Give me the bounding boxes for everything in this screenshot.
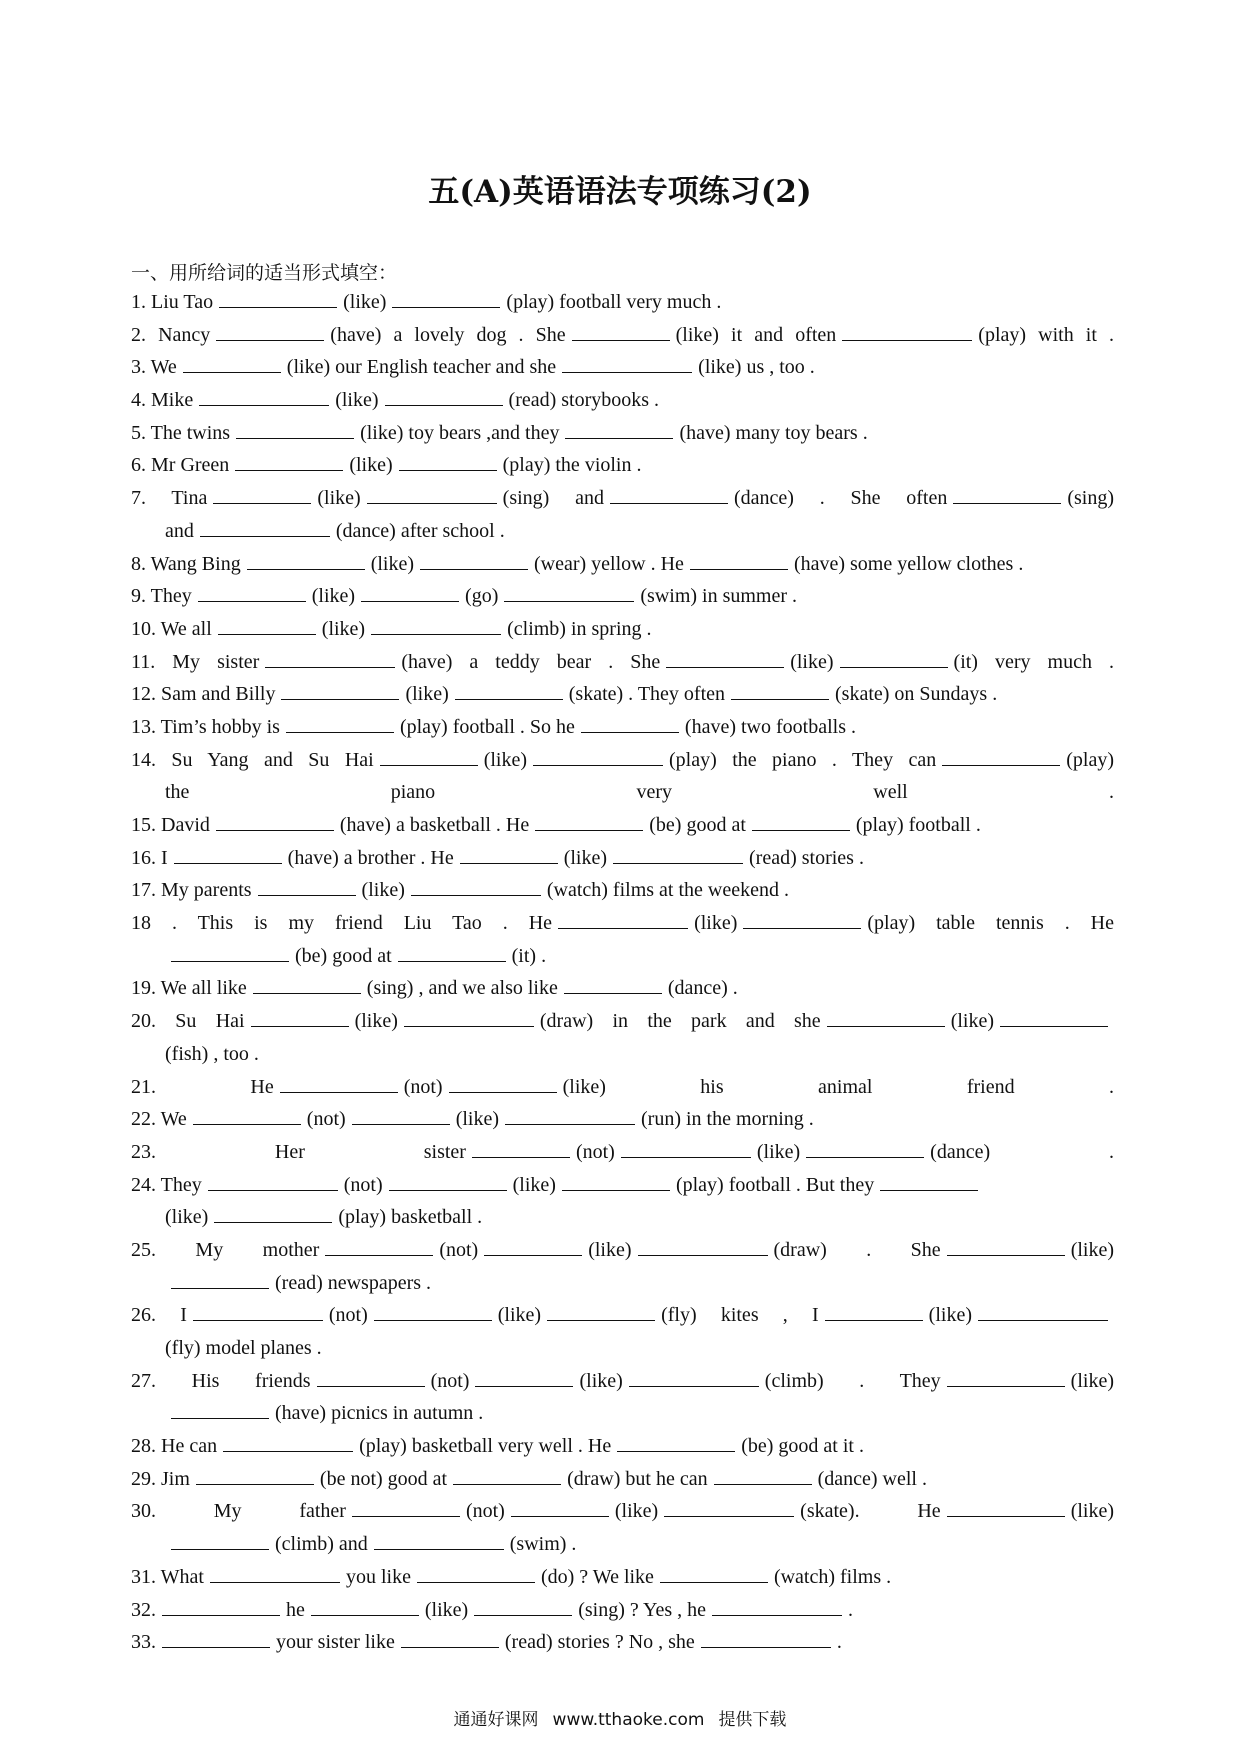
footer-site-name: 通通好课网 (453, 1710, 539, 1730)
exercise-text: (be) good at it . (741, 1435, 864, 1458)
answer-blank[interactable] (174, 845, 282, 864)
answer-blank[interactable] (210, 1564, 340, 1583)
exercise-line (131, 1299, 1114, 1332)
answer-blank[interactable] (162, 1597, 280, 1616)
answer-blank[interactable] (183, 354, 281, 373)
exercise-text: (run) in the morning . (641, 1108, 814, 1131)
exercise-text: (dance) . (667, 977, 738, 1000)
answer-blank[interactable] (504, 583, 634, 602)
exercise-text: you like (345, 1565, 411, 1588)
exercise-text: (play) football . So he (399, 715, 575, 738)
answer-blank[interactable] (389, 1172, 507, 1191)
exercise-line (131, 1626, 1114, 1659)
exercise-text: . (836, 1631, 842, 1654)
answer-blank[interactable] (731, 681, 829, 700)
exercise-text: and (165, 519, 194, 542)
answer-blank[interactable] (420, 551, 528, 570)
exercise-text: (draw) . She (773, 1238, 941, 1261)
answer-blank[interactable] (460, 845, 558, 864)
exercise-text: 17. My parents (131, 879, 252, 902)
answer-blank[interactable] (213, 485, 311, 504)
exercise-line (131, 1005, 1114, 1038)
exercise-text: (wear) yellow . He (534, 552, 684, 575)
exercise-text: (read) newspapers . (275, 1271, 432, 1294)
answer-blank[interactable] (219, 289, 337, 308)
exercise-line (131, 1071, 1114, 1104)
answer-blank[interactable] (610, 485, 728, 504)
exercise-text: 32. (131, 1598, 156, 1621)
exercise-text: (like) (321, 617, 366, 640)
exercise-text: (not) (328, 1304, 368, 1327)
exercise-text: (like) (1070, 1238, 1114, 1261)
exercise-text: (not) (403, 1075, 443, 1098)
answer-blank[interactable] (317, 1368, 425, 1387)
exercise-line (131, 1267, 1114, 1300)
exercise-text: (have) a lovely dog . She (330, 323, 566, 346)
exercise-text: (like) (790, 650, 834, 673)
exercise-text: (like) (1070, 1500, 1114, 1523)
exercise-text: 8. Wang Bing (131, 552, 241, 575)
exercise-text: (like) (483, 748, 528, 771)
exercise-text: (like) (165, 1206, 209, 1229)
footer (0, 1705, 1240, 1730)
exercise-text: (have) a basketball . He (339, 814, 530, 836)
exercise-text: (it) . (511, 944, 547, 967)
exercise-text: (like) it and often (675, 323, 837, 346)
exercise-line (131, 809, 1114, 842)
exercise-text: (dance) well . (817, 1467, 927, 1490)
answer-blank[interactable] (880, 1172, 978, 1191)
exercise-text: (like) (317, 487, 361, 510)
exercise-text: 31. What (131, 1565, 204, 1588)
answer-blank[interactable] (352, 1106, 450, 1125)
section-heading: 一、用所给词的适当形式填空： (131, 262, 398, 284)
exercise-text: (like) our English teacher and she (286, 356, 557, 379)
exercise-line (131, 1594, 1114, 1627)
answer-blank[interactable] (196, 1466, 314, 1485)
exercise-text: (like) (370, 552, 414, 575)
answer-blank[interactable] (666, 649, 784, 668)
answer-blank[interactable] (558, 910, 688, 929)
exercise-line (131, 972, 1114, 1005)
exercise-text: (not) (439, 1238, 479, 1261)
exercise-line (131, 1169, 1114, 1202)
exercise-text: (swim) in summer . (640, 585, 798, 608)
answer-blank[interactable] (171, 943, 289, 962)
exercise-line (131, 940, 1114, 973)
exercise-text: (have) two footballs . (684, 715, 856, 738)
answer-blank[interactable] (953, 485, 1061, 504)
exercise-text: (like) (694, 912, 738, 935)
exercise-text: (play) basketball . (338, 1206, 483, 1229)
answer-blank[interactable] (840, 649, 948, 668)
exercise-text: 19. We all like (131, 977, 247, 1000)
answer-blank[interactable] (690, 551, 788, 570)
answer-blank[interactable] (562, 354, 692, 373)
exercise-text: 10. We all (131, 617, 212, 640)
answer-blank[interactable] (947, 1237, 1065, 1256)
answer-blank[interactable] (199, 387, 329, 406)
exercise-text: 30. My father (131, 1500, 346, 1523)
exercise-text: (play) with it . (978, 323, 1114, 346)
exercise-line (131, 351, 1114, 384)
answer-blank[interactable] (947, 1498, 1065, 1517)
exercise-text: (skate) on Sundays . (835, 683, 998, 706)
exercise-text: 12. Sam and Billy (131, 683, 276, 706)
answer-blank[interactable] (511, 1498, 609, 1517)
exercise-line (131, 874, 1114, 907)
exercise-text: (like) (311, 585, 356, 608)
exercise-text: 21. He (131, 1075, 274, 1098)
exercise-text: 5. The twins (131, 421, 231, 444)
exercise-text: (read) stories ? No , she (504, 1631, 695, 1654)
exercise-text: 26. I (131, 1304, 187, 1327)
answer-blank[interactable] (547, 1302, 655, 1321)
answer-blank[interactable] (638, 1237, 768, 1256)
exercise-text: (dance) . She often (733, 487, 948, 510)
answer-blank[interactable] (251, 1008, 349, 1027)
answer-blank[interactable] (385, 387, 503, 406)
exercise-text: (sing) , and we also like (366, 977, 558, 1000)
exercise-text: 15. David (131, 814, 210, 836)
answer-blank[interactable] (535, 812, 643, 831)
exercise-text: (like) (405, 683, 449, 706)
exercise-text: 20. Su Hai (131, 1010, 245, 1033)
exercise-line (131, 907, 1114, 940)
answer-blank[interactable] (664, 1498, 794, 1517)
answer-blank[interactable] (562, 1172, 670, 1191)
answer-blank[interactable] (701, 1629, 831, 1648)
exercise-line (131, 1495, 1114, 1528)
exercise-text: (play) football . (855, 814, 981, 836)
exercise-text: (not) (343, 1173, 383, 1196)
exercise-text: (skate). He (800, 1500, 941, 1523)
exercise-text: 11. My sister (131, 650, 260, 673)
answer-blank[interactable] (752, 812, 850, 831)
exercise-line (131, 417, 1114, 450)
answer-blank[interactable] (398, 943, 506, 962)
answer-blank[interactable] (216, 322, 324, 341)
exercise-text: (like) (343, 291, 387, 313)
exercise-text: 7. Tina (131, 487, 208, 510)
answer-blank[interactable] (564, 975, 662, 994)
answer-blank[interactable] (449, 1074, 557, 1093)
answer-blank[interactable] (280, 1074, 398, 1093)
exercise-text: (climb) in spring . (507, 617, 652, 640)
exercise-text: 33. (131, 1631, 156, 1654)
exercise-line (131, 776, 1114, 809)
exercise-text: (like) (563, 846, 608, 869)
exercise-text: (like) (335, 389, 379, 412)
exercise-line (131, 1332, 1114, 1365)
answer-blank[interactable] (629, 1368, 759, 1387)
answer-blank[interactable] (367, 485, 497, 504)
exercise-text: (play) the violin . (502, 454, 642, 477)
exercise-text: 16. I (131, 846, 168, 869)
answer-blank[interactable] (978, 1302, 1108, 1321)
answer-blank[interactable] (417, 1564, 535, 1583)
exercise-text: 4. Mike (131, 389, 194, 412)
exercise-text: (like) us , too . (698, 356, 815, 379)
exercise-text: (like) (588, 1238, 632, 1261)
exercise-text: 9. They (131, 585, 192, 608)
exercise-text: 28. He can (131, 1435, 218, 1458)
exercise-line (131, 1103, 1114, 1136)
answer-blank[interactable] (247, 551, 365, 570)
answer-blank[interactable] (572, 322, 670, 341)
exercise-text: (draw) but he can (567, 1467, 708, 1490)
exercise-text: (draw) in the park and she (539, 1010, 821, 1033)
exercise-text: (like) (424, 1598, 469, 1621)
answer-blank[interactable] (214, 1204, 332, 1223)
exercise-text: 3. We (131, 356, 177, 379)
exercise-text: 25. My mother (131, 1238, 320, 1261)
exercise-text: he (286, 1598, 305, 1621)
exercise-text: (be not) good at (319, 1467, 448, 1490)
exercise-text: (not) (575, 1140, 615, 1163)
exercise-text: (play) the piano . They can (669, 748, 937, 771)
answer-blank[interactable] (743, 910, 861, 929)
answer-blank[interactable] (827, 1008, 945, 1027)
exercise-text: 1. Liu Tao (131, 291, 214, 313)
answer-blank[interactable] (171, 1400, 269, 1419)
exercise-line (131, 515, 1114, 548)
exercise-text: (like) (512, 1173, 556, 1196)
answer-blank[interactable] (660, 1564, 768, 1583)
answer-blank[interactable] (236, 420, 354, 439)
answer-blank[interactable] (825, 1302, 923, 1321)
exercise-text: (dance) after school . (335, 519, 505, 542)
exercise-line (131, 548, 1114, 581)
exercise-text: (be) good at (649, 814, 746, 836)
exercise-text: (read) stories . (749, 846, 864, 869)
exercise-text: (not) (430, 1369, 470, 1392)
exercise-line (131, 711, 1114, 744)
exercise-text: (do) ? We like (540, 1565, 654, 1588)
exercise-line (131, 384, 1114, 417)
exercise-text: (skate) . They often (568, 683, 726, 706)
exercise-text: (read) storybooks . (508, 389, 660, 412)
exercise-text: 18 . This is my friend Liu Tao . He (131, 912, 553, 935)
exercise-text: (like) (1070, 1369, 1114, 1392)
exercise-text: 24. They (131, 1173, 202, 1196)
answer-blank[interactable] (581, 714, 679, 733)
exercise-text: (fish) , too . (165, 1042, 259, 1065)
exercise-line (131, 1201, 1114, 1234)
exercise-text: (climb) . They (764, 1369, 941, 1392)
exercise-text: (sing) ? Yes , he (578, 1598, 706, 1621)
exercise-text: (like) (354, 1010, 398, 1033)
exercise-text: (it) very much . (953, 650, 1114, 673)
exercise-text: the piano very well . (165, 781, 1114, 804)
answer-blank[interactable] (404, 1008, 534, 1027)
exercise-text: (like) (349, 454, 393, 477)
exercise-text: (like) his animal friend . (562, 1075, 1114, 1098)
exercise-text: (fly) model planes . (165, 1337, 322, 1359)
answer-blank[interactable] (162, 1629, 270, 1648)
exercise-text: (play) (1066, 748, 1115, 771)
exercise-line (131, 1234, 1114, 1267)
exercise-text: (dance) . (930, 1140, 1115, 1163)
answer-blank[interactable] (621, 1139, 751, 1158)
answer-blank[interactable] (216, 812, 334, 831)
exercise-text: (like) (614, 1500, 659, 1523)
answer-blank[interactable] (714, 1466, 812, 1485)
exercise-text: (watch) films at the weekend . (546, 879, 789, 902)
answer-blank[interactable] (253, 975, 361, 994)
answer-blank[interactable] (258, 877, 356, 896)
answer-blank[interactable] (474, 1597, 572, 1616)
answer-blank[interactable] (475, 1368, 573, 1387)
exercise-text: (not) (465, 1500, 505, 1523)
answer-blank[interactable] (235, 452, 343, 471)
exercise-text: (like) (455, 1108, 499, 1131)
exercise-text: (fly) kites , I (661, 1304, 819, 1327)
exercise-text: (play) football very much . (506, 291, 722, 313)
answer-blank[interactable] (208, 1172, 338, 1191)
answer-blank[interactable] (947, 1368, 1065, 1387)
exercise-text: (sing) (1067, 487, 1114, 510)
exercise-line (131, 319, 1114, 352)
exercise-line (131, 1365, 1114, 1398)
answer-blank[interactable] (484, 1237, 582, 1256)
exercise-text: (have) a teddy bear . She (401, 650, 661, 673)
exercise-line (131, 1136, 1114, 1169)
footer-note: 提供下载 (718, 1710, 787, 1730)
exercise-line (131, 744, 1114, 777)
answer-blank[interactable] (361, 583, 459, 602)
exercise-text: (swim) . (509, 1533, 577, 1556)
answer-blank[interactable] (218, 616, 316, 635)
answer-blank[interactable] (806, 1139, 924, 1158)
answer-blank[interactable] (533, 747, 663, 766)
exercise-text: (have) picnics in autumn . (275, 1402, 484, 1425)
answer-blank[interactable] (200, 518, 330, 537)
exercise-text: 6. Mr Green (131, 454, 230, 477)
exercise-text: (like) (579, 1369, 623, 1392)
exercise-line (131, 646, 1114, 679)
answer-blank[interactable] (286, 714, 394, 733)
answer-blank[interactable] (1000, 1008, 1108, 1027)
exercise-line (131, 286, 1114, 319)
answer-blank[interactable] (171, 1531, 269, 1550)
exercise-text: (sing) and (502, 487, 604, 510)
exercise-text: (be) good at (295, 944, 392, 967)
exercise-text: 27. His friends (131, 1369, 311, 1392)
exercise-text: 13. Tim’s hobby is (131, 715, 280, 738)
exercise-line (131, 1038, 1114, 1071)
exercise-text: 2. Nancy (131, 323, 211, 346)
exercise-text: (play) football . But they (675, 1173, 875, 1196)
answer-blank[interactable] (374, 1302, 492, 1321)
answer-blank[interactable] (392, 289, 500, 308)
exercise-text: (like) (756, 1140, 801, 1163)
exercise-line (131, 580, 1114, 613)
exercise-line (131, 1397, 1114, 1430)
exercise-text: (climb) and (275, 1533, 368, 1556)
answer-blank[interactable] (193, 1106, 301, 1125)
exercise-text: (like) (497, 1304, 542, 1327)
answer-blank[interactable] (472, 1139, 570, 1158)
answer-blank[interactable] (380, 747, 478, 766)
exercise-text: (have) some yellow clothes . (793, 552, 1024, 575)
answer-blank[interactable] (171, 1270, 269, 1289)
exercise-line (131, 1528, 1114, 1561)
exercise-text: (not) (306, 1108, 346, 1131)
page-title: 五(A)英语语法专项练习(2) (428, 174, 812, 210)
answer-blank[interactable] (223, 1433, 353, 1452)
footer-url[interactable]: www.tthaoke.com (552, 1710, 705, 1730)
exercise-text: 14. Su Yang and Su Hai (131, 748, 374, 771)
exercise-line (131, 842, 1114, 875)
answer-blank[interactable] (455, 681, 563, 700)
exercise-text: (watch) films . (773, 1565, 892, 1588)
exercise-line (131, 1463, 1114, 1496)
exercise-text: (like) toy bears ,and they (360, 421, 560, 444)
answer-blank[interactable] (265, 649, 395, 668)
answer-blank[interactable] (325, 1237, 433, 1256)
exercise-line (131, 1430, 1114, 1463)
answer-blank[interactable] (198, 583, 306, 602)
answer-blank[interactable] (613, 845, 743, 864)
answer-blank[interactable] (401, 1629, 499, 1648)
answer-blank[interactable] (712, 1597, 842, 1616)
exercise-text: 23. Her sister (131, 1140, 466, 1163)
exercise-text: 29. Jim (131, 1467, 190, 1490)
exercise-text: 22. We (131, 1108, 187, 1131)
exercise-text: (play) basketball very well . He (359, 1435, 612, 1458)
answer-blank[interactable] (617, 1433, 735, 1452)
exercise-text: (like) (928, 1304, 972, 1327)
exercise-list (131, 286, 1114, 1659)
exercise-text: . (847, 1598, 853, 1621)
answer-blank[interactable] (565, 420, 673, 439)
answer-blank[interactable] (411, 877, 541, 896)
answer-blank[interactable] (311, 1597, 419, 1616)
answer-blank[interactable] (371, 616, 501, 635)
exercise-text: (have) many toy bears . (679, 421, 868, 444)
answer-blank[interactable] (453, 1466, 561, 1485)
exercise-text: (like) (361, 879, 405, 902)
exercise-line (131, 449, 1114, 482)
answer-blank[interactable] (281, 681, 399, 700)
answer-blank[interactable] (505, 1106, 635, 1125)
exercise-text: (play) table tennis . He (867, 912, 1114, 935)
exercise-text: (have) a brother . He (287, 846, 454, 869)
exercise-text: (go) (465, 585, 499, 608)
answer-blank[interactable] (942, 747, 1060, 766)
answer-blank[interactable] (374, 1531, 504, 1550)
answer-blank[interactable] (842, 322, 972, 341)
exercise-line (131, 482, 1114, 515)
exercise-line (131, 613, 1114, 646)
exercise-line (131, 678, 1114, 711)
exercise-line (131, 1561, 1114, 1594)
answer-blank[interactable] (193, 1302, 323, 1321)
answer-blank[interactable] (399, 452, 497, 471)
exercise-text: (like) (950, 1010, 994, 1033)
answer-blank[interactable] (352, 1498, 460, 1517)
exercise-text: your sister like (276, 1631, 395, 1654)
